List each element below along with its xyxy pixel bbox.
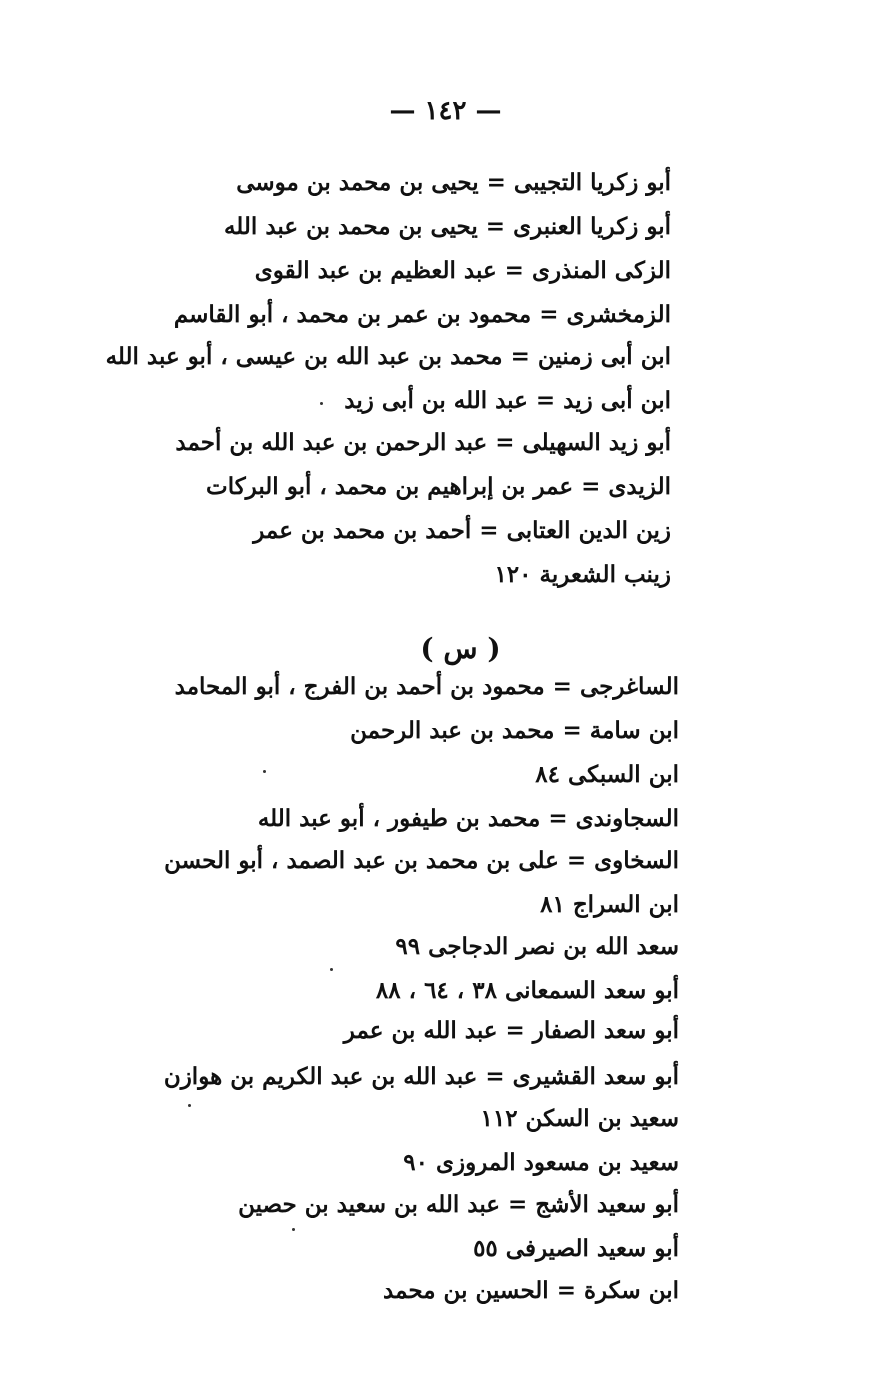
- index-entry: سعيد بن السكن ١١٢: [480, 1105, 679, 1132]
- index-entry: أبو سعيد الأشج = عبد الله بن سعيد بن حصين: [238, 1191, 679, 1218]
- index-entry: أبو زيد السهيلى = عبد الرحمن بن عبد الله بن أحمد: [175, 429, 671, 456]
- index-entry: ابن أبى زيد = عبد الله بن أبى زيد: [344, 387, 671, 414]
- index-entry: السجاوندى = محمد بن طيفور ، أبو عبد الله: [257, 805, 679, 832]
- page-number: — ١٤٢ —: [389, 96, 502, 126]
- index-entry: سعد الله بن نصر الدجاجى ٩٩: [395, 933, 679, 960]
- paper-speck: [263, 770, 266, 773]
- index-entry: أبو سعيد الصيرفى ٥٥: [473, 1235, 679, 1262]
- paper-speck: [320, 402, 323, 405]
- index-entry: أبو زكريا التجيبى = يحيى بن محمد بن موسى: [236, 169, 671, 196]
- index-entry: الزمخشرى = محمود بن عمر بن محمد ، أبو القاسم: [173, 301, 671, 328]
- index-entry: ابن أبى زمنين = محمد بن عبد الله بن عيسى ، أبو عبد الله: [105, 343, 671, 370]
- section-heading-sin: ( س ): [420, 632, 501, 665]
- index-entry: السخاوى = على بن محمد بن عبد الصمد ، أبو الحسن: [164, 847, 679, 874]
- index-entry: زين الدين العتابى = أحمد بن محمد بن عمر: [253, 517, 671, 544]
- index-entry: سعيد بن مسعود المروزى ٩٠: [403, 1149, 679, 1176]
- index-entry: أبو سعد السمعانى ٣٨ ، ٦٤ ، ٨٨: [375, 977, 679, 1004]
- index-entry: أبو زكريا العنبرى = يحيى بن محمد بن عبد الله: [223, 213, 671, 240]
- index-entry: ابن سكرة = الحسين بن محمد: [383, 1277, 679, 1304]
- index-entry: ابن السبكى ٨٤: [535, 761, 679, 788]
- index-entry: الساغرجى = محمود بن أحمد بن الفرج ، أبو المحامد: [174, 673, 679, 700]
- paper-speck: [188, 1104, 191, 1107]
- index-entry: ابن سامة = محمد بن عبد الرحمن: [350, 717, 679, 744]
- index-entry: الزكى المنذرى = عبد العظيم بن عبد القوى: [254, 257, 671, 284]
- index-entry: أبو سعد الصفار = عبد الله بن عمر: [343, 1017, 679, 1044]
- index-entry: الزيدى = عمر بن إبراهيم بن محمد ، أبو البركات: [206, 473, 671, 500]
- index-entry: ابن السراج ٨١: [540, 891, 679, 918]
- paper-speck: [292, 1228, 295, 1231]
- paper-speck: [330, 968, 333, 971]
- index-entry: أبو سعد القشيرى = عبد الله بن عبد الكريم بن هوازن: [163, 1063, 679, 1090]
- index-entry: زينب الشعرية ١٢٠: [494, 561, 671, 588]
